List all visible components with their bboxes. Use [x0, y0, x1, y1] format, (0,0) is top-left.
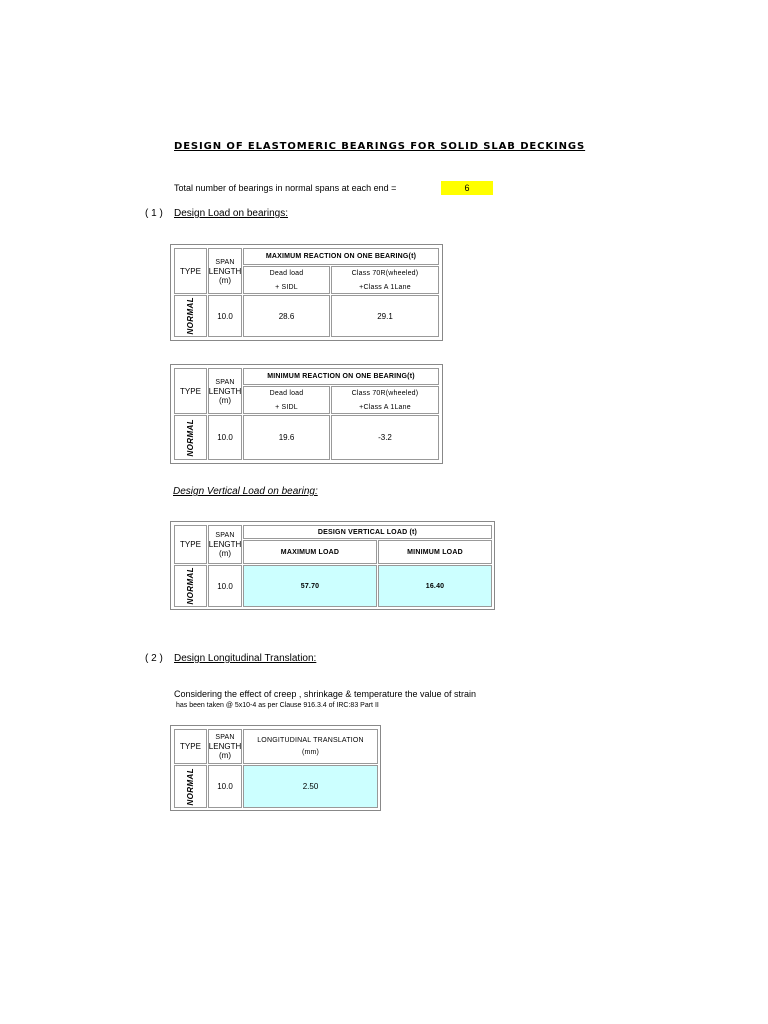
type-header: TYPE	[174, 368, 207, 414]
design-min-value: 16.40	[378, 565, 492, 607]
span-value: 10.0	[208, 295, 242, 337]
max-col2-header	[331, 266, 439, 294]
section1-heading: Design Load on bearings:	[174, 208, 288, 219]
strain-paragraph-line1: Considering the effect of creep , shrinkage & temperature the value of strain	[174, 689, 477, 699]
design-col1-header: MAXIMUM LOAD	[243, 540, 377, 564]
min-col1-value: 19.6	[243, 415, 330, 460]
row-type-label: NORMAL	[186, 418, 195, 457]
type-header: TYPE	[174, 525, 207, 564]
span-header-line2: LENGTH	[208, 266, 242, 276]
max-col2-line2: +Class A 1Lane	[359, 283, 411, 291]
span-value: 10.0	[208, 765, 242, 808]
longitudinal-header-line2: (mm)	[301, 749, 320, 756]
page-title: DESIGN OF ELASTOMERIC BEARINGS FOR SOLID SLAB DECKINGS	[174, 141, 586, 152]
min-col1-header	[243, 386, 330, 414]
longitudinal-header-line1: LONGITUDINAL TRANSLATION	[257, 737, 364, 744]
max-col1-line2: + SIDL	[275, 283, 298, 291]
max-col1-value: 28.6	[243, 295, 330, 337]
row-type-cell	[174, 415, 207, 460]
span-header-line2: LENGTH	[208, 540, 242, 549]
span-value: 10.0	[208, 415, 242, 460]
min-col2-line1: Class 70R(wheeled)	[351, 389, 419, 397]
design-load-header: DESIGN VERTICAL LOAD (t)	[243, 525, 492, 539]
min-reaction-header: MINIMUM REACTION ON ONE BEARING(t)	[243, 368, 439, 385]
min-col1-line1: Dead load	[269, 389, 304, 397]
bearings-count-label: Total number of bearings in normal spans at each end =	[174, 183, 397, 193]
row-type-cell	[174, 765, 207, 808]
max-col1-header	[243, 266, 330, 294]
type-header: TYPE	[174, 248, 207, 294]
span-header-line1: SPAN	[215, 258, 235, 266]
span-header	[208, 525, 242, 564]
type-header: TYPE	[174, 729, 207, 764]
span-header-line3: (m)	[219, 549, 231, 558]
min-col1-line2: + SIDL	[275, 403, 298, 411]
min-col2-value: -3.2	[331, 415, 439, 460]
row-type-label: NORMAL	[186, 767, 195, 806]
min-col2-header	[331, 386, 439, 414]
max-col2-value: 29.1	[331, 295, 439, 337]
max-col2-line1: Class 70R(wheeled)	[351, 269, 419, 277]
strain-paragraph-line2: has been taken @ 5x10-4 as per Clause 916.3.4 of IRC:83 Part II	[176, 702, 379, 709]
span-header-line2: LENGTH	[208, 386, 242, 396]
span-header-line3: (m)	[219, 395, 231, 405]
row-type-cell	[174, 565, 207, 607]
span-header	[208, 248, 242, 294]
design-col2-header: MINIMUM LOAD	[378, 540, 492, 564]
row-type-label: NORMAL	[186, 297, 195, 335]
span-header	[208, 729, 242, 764]
vertical-load-heading: Design Vertical Load on bearing:	[173, 486, 318, 497]
span-value: 10.0	[208, 565, 242, 607]
row-type-cell	[174, 295, 207, 337]
section2-number: ( 2 )	[145, 653, 163, 664]
max-reaction-header: MAXIMUM REACTION ON ONE BEARING(t)	[243, 248, 439, 265]
span-header-line3: (m)	[219, 275, 231, 285]
span-header	[208, 368, 242, 414]
bearings-count-value: 6	[441, 181, 493, 195]
span-header-line1: SPAN	[215, 532, 235, 539]
span-header-line3: (m)	[219, 751, 231, 760]
span-header-line2: LENGTH	[208, 742, 242, 751]
section1-number: ( 1 )	[145, 208, 163, 219]
span-header-line1: SPAN	[215, 734, 235, 741]
min-reaction-table	[170, 364, 443, 464]
row-type-label: NORMAL	[186, 567, 195, 605]
max-col1-line1: Dead load	[269, 269, 304, 277]
section2-heading: Design Longitudinal Translation:	[174, 653, 317, 664]
design-load-table	[170, 521, 495, 610]
max-reaction-table	[170, 244, 443, 341]
min-col2-line2: +Class A 1Lane	[359, 403, 411, 411]
longitudinal-header	[243, 729, 378, 764]
longitudinal-table	[170, 725, 381, 811]
longitudinal-value: 2.50	[243, 765, 378, 808]
span-header-line1: SPAN	[215, 378, 235, 386]
design-max-value: 57.70	[243, 565, 377, 607]
